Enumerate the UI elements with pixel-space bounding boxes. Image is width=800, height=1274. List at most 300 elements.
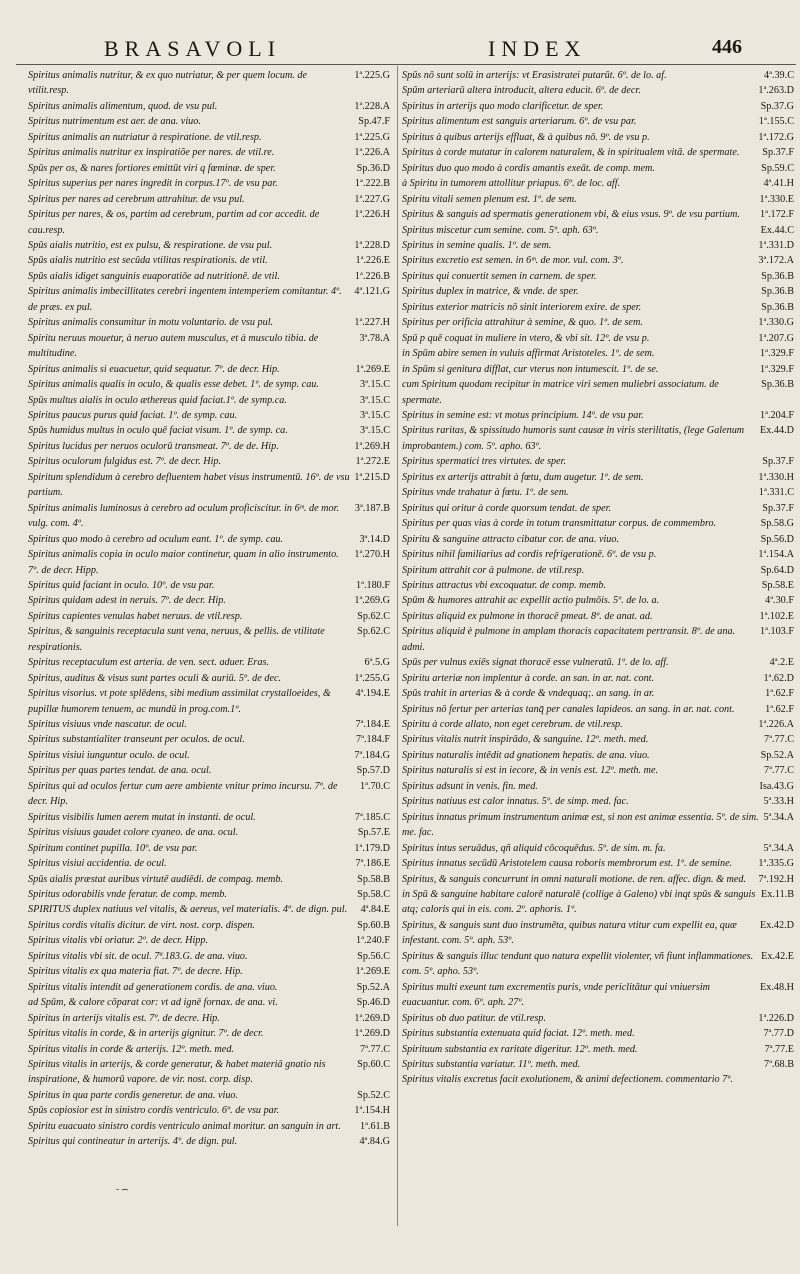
entry-text: Spūs aialis præstat auribus virtutē audiēdi. de compag. memb. bbox=[28, 873, 283, 885]
index-entry bbox=[402, 207, 794, 222]
entry-reference: 1ª.154.A bbox=[758, 549, 794, 561]
entry-text: Spiritus visibilis lumen aerem mutat in instanti. de ocul. bbox=[28, 811, 256, 823]
entry-reference: 1ª.269.G bbox=[354, 595, 390, 607]
index-entry bbox=[28, 393, 390, 408]
index-entry bbox=[402, 238, 794, 253]
entry-reference: 7ª.184.F bbox=[356, 734, 390, 746]
entry-reference: 1ª.269.E bbox=[355, 363, 390, 375]
entry-reference: Sp.36.B bbox=[761, 286, 794, 298]
entry-text: Spiritus animalis consumitur in motu voluntario. de vsu pul. bbox=[28, 317, 274, 329]
entry-text: Spiritus duplex in matrice, & vnde. de sper. bbox=[402, 286, 579, 298]
entry-reference: 1ª.225.G bbox=[354, 70, 390, 81]
entry-text: Spiritus substantia extenuata quid faciat. 12º. meth. med. bbox=[402, 1028, 635, 1040]
entry-reference: 1ª.102.E bbox=[759, 610, 794, 622]
entry-text: Spiritus lucidus per neruos oculorū transmeat. 7º. de de. Hip. bbox=[28, 440, 279, 452]
index-entry bbox=[28, 887, 390, 902]
entry-reference: Sp.64.D bbox=[760, 564, 794, 576]
entry-reference: Sp.59.C bbox=[761, 162, 794, 174]
index-entry bbox=[402, 454, 794, 469]
index-entry bbox=[402, 99, 794, 114]
entry-reference: Ex.44.C bbox=[760, 224, 794, 236]
entry-reference: 5ª.33.H bbox=[763, 796, 794, 808]
index-entry bbox=[402, 315, 794, 330]
entry-reference: Sp.52.A bbox=[760, 749, 794, 761]
index-entry bbox=[28, 1103, 390, 1118]
footer-mark: ˜ ͡ bbox=[116, 1188, 122, 1199]
entry-text: Spiritus visiuus vnde nascatur. de ocul. bbox=[28, 719, 187, 731]
entry-text: Spiritus animalis nutritur, & ex quo nutriatur, & per quem locum. de vtilit.resp. bbox=[28, 70, 308, 97]
entry-text: Spiritus animalis alimentum, quod. de vsu pul. bbox=[28, 100, 218, 112]
entry-text: Spiritus per quas partes tendat. de ana. ocul. bbox=[28, 765, 212, 777]
index-entry bbox=[402, 501, 794, 516]
entry-reference: 1ª.62.F bbox=[765, 688, 794, 700]
entry-text: Spiritus per orificia attrahitur à semine, & quo. 1º. de sem. bbox=[402, 317, 643, 329]
entry-reference: 1ª.70.C bbox=[360, 780, 390, 792]
entry-text: Spiritus in qua parte cordis generetur. de ana. viuo. bbox=[28, 1089, 239, 1101]
index-entry bbox=[28, 655, 390, 670]
entry-text: Spiritus substantialiter transeunt per oculos. de ocul. bbox=[28, 734, 245, 746]
entry-text: Spiritus ex arterijs attrahit à fœtu, dum augetur. 1º. de sem. bbox=[402, 471, 644, 483]
entry-reference: 4ª.84.E bbox=[360, 904, 390, 916]
index-entry bbox=[402, 547, 794, 562]
running-header bbox=[0, 36, 800, 66]
entry-text: Spiritus vitalis nutrit inspirādo, & sanguine. 12º. meth. med. bbox=[402, 734, 649, 746]
index-entry bbox=[402, 671, 794, 686]
index-entry bbox=[28, 408, 390, 423]
index-entry bbox=[402, 130, 794, 145]
entry-text: Spiritum attrahit cor à pulmone. de vtil.resp. bbox=[402, 564, 585, 576]
index-entry bbox=[28, 284, 390, 315]
header-author: BRASAVOLI bbox=[104, 36, 282, 61]
entry-text: Spiritus quo modo à cerebro ad oculum eant. 1º. de symp. cau. bbox=[28, 533, 284, 545]
entry-text: Spiritu vitali semen plenum est. 1º. de sem. bbox=[402, 193, 577, 205]
entry-reference: Sp.37.F bbox=[762, 147, 794, 159]
entry-text: Spiritus aliquid è pulmone in amplam thoracis capacitatem pertransit. 8º. de ana. admi. bbox=[402, 626, 736, 653]
entry-text: in Spūm abire semen in vuluis affirmat Aristoteles. 1º. de sem. bbox=[402, 348, 655, 360]
entry-text: Spiritus in arterijs vitalis est. 7º. de decre. Hip. bbox=[28, 1012, 220, 1024]
entry-reference: 7ª.77.E bbox=[764, 1043, 794, 1055]
entry-reference: 1ª.226.E bbox=[355, 255, 390, 267]
entry-text: Spiritus multi exeunt tum excrementis puris, vnde periclitātur qui vniuersim euacuantur. com. 6º. aph. 27º. bbox=[402, 981, 711, 1009]
entry-reference: 3ª.15.C bbox=[360, 379, 390, 391]
index-entry bbox=[28, 1026, 390, 1041]
entry-text: Spiritus in semine est: vt motus principium. 14º. de vsu par. bbox=[402, 409, 644, 421]
index-entry bbox=[28, 779, 390, 810]
index-entry bbox=[402, 1072, 794, 1087]
index-entry bbox=[28, 315, 390, 330]
entry-text: Spiritus visiui accidentia. de ocul. bbox=[28, 858, 167, 870]
entry-reference: 3ª.78.A bbox=[359, 332, 390, 344]
entry-reference: Sp.62.C bbox=[357, 610, 390, 622]
index-entry bbox=[402, 794, 794, 809]
entry-reference: Sp.60.B bbox=[357, 919, 390, 931]
index-entry bbox=[402, 779, 794, 794]
right-column bbox=[402, 68, 794, 1088]
index-entry bbox=[402, 686, 794, 701]
entry-reference: 3ª.15.C bbox=[360, 425, 390, 437]
entry-reference: 1ª.270.H bbox=[354, 549, 390, 561]
entry-reference: 3ª.172.A bbox=[758, 255, 794, 267]
entry-reference: 7ª.184.G bbox=[354, 749, 390, 761]
index-entry bbox=[28, 964, 390, 979]
entry-reference: 1ª.330.H bbox=[758, 471, 794, 483]
entry-text: Spiritus substantia variatur. 11º. meth. med. bbox=[402, 1059, 581, 1070]
entry-text: Spiritus vitalis in arterijs, & corde generatur, & habet materiā gnatio nis inspiratione, & humorū vapore. de vir. nost. corp. disp. bbox=[28, 1059, 326, 1086]
entry-reference: 7ª.186.E bbox=[355, 858, 390, 870]
index-entry bbox=[28, 207, 390, 238]
entry-text: Spiritus vitalis in corde, & in arterijs gignitur. 7º. de decr. bbox=[28, 1028, 264, 1040]
index-entry bbox=[402, 114, 794, 129]
index-entry bbox=[28, 192, 390, 207]
index-entry bbox=[402, 192, 794, 207]
entry-reference: 1ª.331.D bbox=[758, 239, 794, 251]
index-entry bbox=[402, 593, 794, 608]
entry-text: Spiritus nihil familiarius ad cordis refrigerationē. 6º. de vsu p. bbox=[402, 549, 657, 561]
entry-text: Spiritus paucus purus quid faciat. 1º. de symp. cau. bbox=[28, 409, 238, 421]
entry-text: Spiritus intus seruādus, qñ aliquid cōcoquēdus. 5º. de sim. m. fa. bbox=[402, 842, 666, 854]
entry-text: Spiritus alimentum est sanguis arteriarum. 6º. de vsu par. bbox=[402, 116, 637, 128]
index-entry bbox=[402, 763, 794, 778]
entry-text: Spūs copiosior est in sinistro cordis ventriculo. 6º. de vsu par. bbox=[28, 1105, 280, 1117]
index-entry bbox=[402, 346, 794, 361]
entry-text: Spiritus oculorum fulgidus est. 7º. de decr. Hip. bbox=[28, 456, 222, 468]
index-entry bbox=[28, 949, 390, 964]
index-entry bbox=[402, 609, 794, 624]
entry-text: Spiritus animalis luminosus à cerebro ad oculum proficiscitur. in 6ᵐ. de mor. vulg. com. 4º. bbox=[28, 502, 339, 530]
index-entry bbox=[402, 68, 794, 83]
entry-text: Spiritus exterior matricis nō sinit interiorem exire. de sper. bbox=[402, 301, 642, 313]
entry-reference: 1ª.207.G bbox=[758, 332, 794, 344]
index-entry bbox=[402, 856, 794, 871]
entry-reference: 4ª.121.G bbox=[354, 286, 390, 298]
entry-text: Spūm arteriarū altera introducit, altera educit. 6º. de decr. bbox=[402, 85, 641, 97]
entry-text: Spiritu arteriæ non implentur à corde. an san. in ar. nat. cont. bbox=[402, 672, 655, 684]
entry-text: Spiritus vnde trahatur à fœtu. 1º. de sem. bbox=[402, 487, 569, 499]
index-entry bbox=[28, 1134, 390, 1149]
entry-reference: Sp.62.C bbox=[357, 626, 390, 638]
entry-text: in Spūm si genitura difflat, cur vterus non intumescit. 1º. de se. bbox=[402, 363, 659, 375]
entry-text: Spiritum splendidum à cerebro defluentem habet visus instrumentū. 16º. de vsu partium. bbox=[28, 471, 350, 499]
entry-text: Spūs nō sunt solū in arterijs: vt Erasistratei putarūt. 6º. de lo. af. bbox=[402, 70, 667, 81]
entry-reference: Ex.11.B bbox=[760, 889, 794, 901]
entry-reference: 7ª.77.C bbox=[764, 734, 794, 746]
entry-reference: 1ª.272.E bbox=[355, 456, 390, 468]
entry-text: Spirituum substantia ex raritate digeritur. 12º. meth. med. bbox=[402, 1043, 638, 1055]
entry-text: Spiritus superius per nares ingredit in corpus.17º. de vsu par. bbox=[28, 178, 278, 190]
entry-text: Spiritus animalis an nutriatur à respiratione. de vtil.resp. bbox=[28, 131, 262, 143]
entry-text: Spiritus vitalis ex qua materia fiat. 7º. de decre. Hip. bbox=[28, 966, 243, 978]
entry-reference: Sp.58.C bbox=[357, 889, 390, 901]
entry-text: Spūs trahit in arterias & à corde & vndequaq;. an sang. in ar. bbox=[402, 688, 655, 700]
entry-text: Spiritus visiuus gaudet colore cyaneo. de ana. ocul. bbox=[28, 827, 239, 839]
entry-reference: 7ª.184.E bbox=[355, 719, 390, 731]
entry-reference: 7ª.192.H bbox=[758, 873, 794, 885]
entry-reference: 1ª.226.A bbox=[354, 147, 390, 159]
index-entry bbox=[402, 1042, 794, 1057]
entry-reference: 1ª.269.D bbox=[354, 1028, 390, 1040]
index-entry bbox=[28, 841, 390, 856]
entry-reference: Ex.48.H bbox=[760, 981, 794, 993]
entry-text: Spiritu à corde allato, non eget cerebrum. de vtil.resp. bbox=[402, 719, 623, 731]
index-entry bbox=[402, 702, 794, 717]
entry-text: Spū p quē coquat in muliere in vtero, & vbi sit. 12º. de vsu p. bbox=[402, 332, 650, 344]
entry-reference: 1ª.155.C bbox=[758, 116, 794, 128]
index-entry bbox=[28, 176, 390, 191]
entry-text: Spiritus qui ad oculos fertur cum aere ambiente vnitur primo incursu. 7º. de decr. Hip. bbox=[28, 780, 338, 808]
entry-reference: 1ª.226.H bbox=[354, 209, 390, 221]
entry-reference: 1ª.154.H bbox=[354, 1105, 390, 1117]
index-entry bbox=[28, 439, 390, 454]
entry-reference: 7ª.77.C bbox=[360, 1043, 390, 1055]
index-entry bbox=[402, 176, 794, 191]
entry-reference: 1ª.215.D bbox=[354, 471, 390, 483]
column-divider bbox=[397, 66, 398, 1226]
entry-reference: 1ª.227.H bbox=[354, 317, 390, 329]
entry-reference: 1ª.330.E bbox=[759, 193, 794, 205]
index-entry bbox=[28, 253, 390, 268]
entry-text: Spiritus qui contineatur in arterijs. 4º. de dign. pul. bbox=[28, 1136, 238, 1148]
entry-reference: Sp.46.D bbox=[356, 997, 390, 1009]
entry-text: Spiritus capientes venulas habet neruus. de vtil.resp. bbox=[28, 610, 243, 622]
index-entry bbox=[402, 732, 794, 747]
entry-reference: Sp.56.C bbox=[357, 950, 390, 962]
index-entry bbox=[28, 671, 390, 686]
entry-text: Spūs aialis nutritio est secūda vtilitas respirationis. de vtil. bbox=[28, 255, 268, 267]
entry-reference: 4ª.30.F bbox=[765, 595, 794, 607]
entry-text: Spiritus visiui iunguntur oculo. de ocul. bbox=[28, 749, 190, 761]
entry-text: Spiritus animalis qualis in oculo, & qualis esse debet. 1º. de symp. cau. bbox=[28, 379, 319, 391]
entry-reference: 1ª.331.C bbox=[758, 487, 794, 499]
index-entry bbox=[28, 130, 390, 145]
entry-reference: Sp.60.C bbox=[357, 1059, 390, 1070]
entry-reference: 1ª.269.D bbox=[354, 1012, 390, 1024]
index-entry bbox=[402, 1026, 794, 1041]
index-entry bbox=[28, 1057, 390, 1088]
entry-text: Spiritus innatus secūdū Aristotelem causa roboris membrorum est. 1º. de semine. bbox=[402, 858, 733, 870]
entry-text: Spiritus animalis nutritur ex inspiratiõe per nares. de vtil.re. bbox=[28, 147, 275, 159]
entry-text: Spiritus, & sanguinis receptacula sunt vena, neruus, & pellis. de vtilitate respirationis. bbox=[28, 626, 325, 653]
entry-reference: Ex.42.D bbox=[760, 919, 794, 931]
entry-reference: 1ª.225.G bbox=[354, 131, 390, 143]
entry-text: Spūs humidus multus in oculo quē faciat visum. 1º. de symp. ca. bbox=[28, 425, 288, 437]
index-entry bbox=[402, 269, 794, 284]
entry-text: Spūs multus aialis in oculo æthereus quid faciat.1º. de symp.ca. bbox=[28, 394, 287, 406]
entry-text: Spiritus, & sanguis sunt duo instrumēta, quibus natura vtitur cum expellit ea, quæ infestant. com. 5º. aph. 53º. bbox=[402, 919, 737, 947]
entry-reference: 4ª.2.E bbox=[769, 657, 794, 669]
index-entry bbox=[402, 423, 794, 454]
index-entry bbox=[402, 655, 794, 670]
index-entry bbox=[28, 995, 390, 1010]
entry-reference: 1ª.226.B bbox=[354, 270, 390, 282]
entry-text: Spiritus in arterijs quo modo clarificetur. de sper. bbox=[402, 100, 604, 112]
index-entry bbox=[28, 918, 390, 933]
index-entry bbox=[28, 933, 390, 948]
entry-reference: Sp.52.A bbox=[356, 981, 390, 993]
entry-reference: Sp.56.D bbox=[760, 533, 794, 545]
entry-reference: 7ª.77.D bbox=[763, 1028, 794, 1040]
entry-reference: Sp.36.B bbox=[761, 270, 794, 282]
entry-text: Spiritus naturalis intēdit ad gnationem hepatis. de ana. viuo. bbox=[402, 749, 650, 761]
entry-reference: 1ª.226.A bbox=[758, 719, 794, 731]
entry-reference: 7ª.77.C bbox=[764, 765, 794, 777]
entry-text: ad Spūm, & calore cōparat cor: vt ad ignē fornax. de ana. vi. bbox=[28, 997, 278, 1009]
index-entry bbox=[28, 114, 390, 129]
entry-text: Spiritus in semine qualis. 1º. de sem. bbox=[402, 239, 552, 251]
index-entry bbox=[402, 624, 794, 655]
index-entry bbox=[402, 470, 794, 485]
index-entry bbox=[28, 68, 390, 99]
entry-text: Spiritus innatus primum instrumentum animæ est, si non est animæ essentia. 5º. de sim. me. fac. bbox=[402, 811, 759, 839]
entry-reference: Sp.37.F bbox=[762, 502, 794, 514]
entry-reference: 1ª.172.F bbox=[760, 209, 794, 221]
entry-reference: 6ª.5.G bbox=[364, 657, 390, 669]
entry-reference: Sp.36.B bbox=[761, 379, 794, 391]
entry-reference: 4ª.39.C bbox=[764, 70, 794, 81]
entry-text: Spiritus receptaculum est arteria. de ven. sect. aduer. Eras. bbox=[28, 657, 269, 669]
index-entry bbox=[402, 563, 794, 578]
index-entry bbox=[28, 269, 390, 284]
index-entry bbox=[402, 253, 794, 268]
entry-reference: 3ª.15.C bbox=[360, 409, 390, 421]
entry-text: Spūs aialis nutritio, est ex pulsu, & respiratione. de vsu pul. bbox=[28, 239, 273, 251]
index-entry bbox=[28, 377, 390, 392]
index-entry bbox=[402, 841, 794, 856]
entry-reference: 1ª.255.G bbox=[354, 672, 390, 684]
index-entry bbox=[28, 547, 390, 578]
entry-reference: Sp.58.B bbox=[357, 873, 390, 885]
left-column bbox=[28, 68, 390, 1150]
header-rule bbox=[16, 64, 796, 65]
index-entry bbox=[28, 872, 390, 887]
entry-reference: 1ª.228.A bbox=[354, 100, 390, 112]
entry-text: Spiritus & sanguis illuc tendunt quo natura expellit violenter, vñ fiunt inflammationes. com. 5º. apho. 53º. bbox=[402, 950, 754, 978]
entry-text: à Spiritu in tumorem attollitur priapus. 6º. de loc. aff. bbox=[402, 178, 621, 190]
index-entry bbox=[402, 918, 794, 949]
entry-reference: Sp.58.G bbox=[760, 518, 794, 530]
index-entry bbox=[28, 145, 390, 160]
index-entry bbox=[28, 810, 390, 825]
entry-text: Spiritus nutrimentum est aer. de ana. viuo. bbox=[28, 116, 201, 128]
entry-text: Spiritus aliquid ex pulmone in thoracē pmeat. 8º. de anat. ad. bbox=[402, 610, 653, 622]
index-entry bbox=[402, 578, 794, 593]
index-entry bbox=[28, 331, 390, 362]
index-entry bbox=[28, 1042, 390, 1057]
entry-text: Spiritus raritas, & spissitudo humoris sunt causæ in viris sterilitatis, (lege Galenum improbantem.) com. 5º. apho. 63º. bbox=[402, 425, 745, 452]
entry-reference: Isa.43.G bbox=[759, 780, 794, 792]
index-entry bbox=[402, 331, 794, 346]
entry-text: Spiritus à quibus arterijs effluat, & à quibus nō. 9º. de vsu p. bbox=[402, 131, 650, 143]
entry-reference: Sp.36.D bbox=[356, 162, 390, 174]
entry-text: Spiritus animalis copia in oculo maior continetur, quam in alio instrumento. 7º. de decr. Hipp. bbox=[28, 549, 339, 576]
header-title: INDEX bbox=[488, 36, 587, 61]
index-entry bbox=[402, 887, 794, 918]
entry-text: Spiritus, & sanguis concurrunt in omni naturali motione. de ren. affec. dign. & med. bbox=[402, 873, 746, 885]
entry-text: Spiritus cordis vitalis dicitur. de virt. nost. corp. dispen. bbox=[28, 919, 255, 931]
entry-text: Spiritus animalis imbecillitates cerebri ingentem intemperiem comitantur. 4º. de præs. ex pul. bbox=[28, 286, 342, 313]
entry-reference: 1ª.240.F bbox=[356, 935, 390, 947]
entry-reference: 1ª.180.F bbox=[356, 579, 390, 591]
entry-reference: 3ª.14.D bbox=[359, 533, 390, 545]
entry-reference: 1ª.179.D bbox=[354, 842, 390, 854]
index-entry bbox=[402, 717, 794, 732]
index-entry bbox=[28, 593, 390, 608]
entry-reference: Ex.44.D bbox=[760, 425, 794, 437]
entry-reference: 1ª.227.G bbox=[354, 193, 390, 205]
entry-text: Spiritu neruus mouetur, à neruo autem musculus, et à musculo tibia. de multitudine. bbox=[28, 332, 319, 360]
index-entry bbox=[402, 377, 794, 408]
index-entry bbox=[28, 748, 390, 763]
index-entry bbox=[402, 223, 794, 238]
entry-reference: 5ª.34.A bbox=[763, 842, 794, 854]
entry-text: Spiritus & sanguis ad spermatis generationem vbi, & eius vsus. 9º. de vsu partium. bbox=[402, 209, 740, 221]
entry-text: Spiritus odorabilis vnde feratur. de comp. memb. bbox=[28, 889, 227, 901]
index-entry bbox=[402, 532, 794, 547]
index-entry bbox=[402, 949, 794, 980]
entry-text: Spiritus, auditus & visus sunt partes oculi & auriū. 5º. de dec. bbox=[28, 672, 282, 684]
entry-text: Spiritu euacuato sinistro cordis ventriculo animal moritur. an sanguin in art. bbox=[28, 1120, 341, 1132]
entry-reference: 1ª.335.G bbox=[758, 858, 794, 870]
index-entry bbox=[28, 423, 390, 438]
index-entry bbox=[402, 872, 794, 887]
index-entry bbox=[28, 1119, 390, 1134]
index-entry bbox=[402, 516, 794, 531]
entry-text: Spiritus vitalis excretus facit exolutionem, & animi defectionem. commentario 7º. bbox=[402, 1074, 733, 1086]
index-entry bbox=[402, 980, 794, 1011]
index-entry bbox=[28, 501, 390, 532]
index-entry bbox=[28, 99, 390, 114]
index-entry bbox=[28, 732, 390, 747]
entry-text: Spūs per vulnus exiēs signat thoracē esse vulneratū. 1º. de lo. aff. bbox=[402, 657, 669, 669]
index-entry bbox=[28, 1088, 390, 1103]
entry-reference: 1ª.226.D bbox=[758, 1012, 794, 1024]
entry-text: Spiritus nō fertur per arterias tanq̄ per canales lapideos. an sang. in ar. nat. cont. bbox=[402, 703, 735, 715]
entry-text: Spiritum continet pupilla. 10º. de vsu par. bbox=[28, 842, 198, 854]
index-entry bbox=[28, 161, 390, 176]
entry-reference: Sp.58.E bbox=[761, 579, 794, 591]
entry-reference: 3ª.187.B bbox=[354, 502, 390, 514]
entry-text: Spiritu & sanguine attracto cibatur cor. de ana. viuo. bbox=[402, 533, 620, 545]
entry-text: Spūm & humores attrahit ac expellit actio pulmōis. 5º. de lo. a. bbox=[402, 595, 660, 607]
entry-reference: 1ª.269.E bbox=[355, 966, 390, 978]
entry-reference: 1ª.222.B bbox=[354, 178, 390, 190]
entry-reference: 1ª.172.G bbox=[758, 131, 794, 143]
page-number: 446 bbox=[712, 36, 742, 58]
index-entry bbox=[28, 1011, 390, 1026]
entry-reference: Sp.37.F bbox=[762, 456, 794, 468]
index-entry bbox=[28, 454, 390, 469]
entry-text: Spiritus vitalis intendit ad generationem cordis. de ana. viuo. bbox=[28, 981, 278, 993]
entry-text: Spiritus duo quo modo à cordis amantis exeāt. de comp. mem. bbox=[402, 162, 655, 174]
index-entry bbox=[28, 624, 390, 655]
index-entry bbox=[402, 362, 794, 377]
entry-text: Spiritus qui conuertit semen in carnem. de sper. bbox=[402, 270, 597, 282]
entry-reference: 1ª.263.D bbox=[758, 85, 794, 97]
entry-reference: 1ª.103.F bbox=[760, 626, 794, 638]
index-entry bbox=[28, 856, 390, 871]
index-entry bbox=[402, 83, 794, 98]
entry-reference: 1ª.269.H bbox=[354, 440, 390, 452]
index-entry bbox=[28, 532, 390, 547]
entry-reference: 3ª.15.C bbox=[360, 394, 390, 406]
entry-text: Spiritus miscetur cum semine. com. 5º. aph. 63º. bbox=[402, 224, 599, 236]
entry-reference: 1ª.329.F bbox=[760, 363, 794, 375]
entry-text: Spiritus excretio est semen. in 6ᵐ. de mor. vul. com. 3º. bbox=[402, 255, 624, 267]
entry-reference: 4ª.194.E bbox=[355, 688, 390, 700]
entry-reference: 1ª.62.F bbox=[765, 703, 794, 715]
index-entry bbox=[28, 578, 390, 593]
index-entry bbox=[402, 408, 794, 423]
entry-text: Spiritus attractus vbi excoquatur. de comp. memb. bbox=[402, 579, 607, 591]
